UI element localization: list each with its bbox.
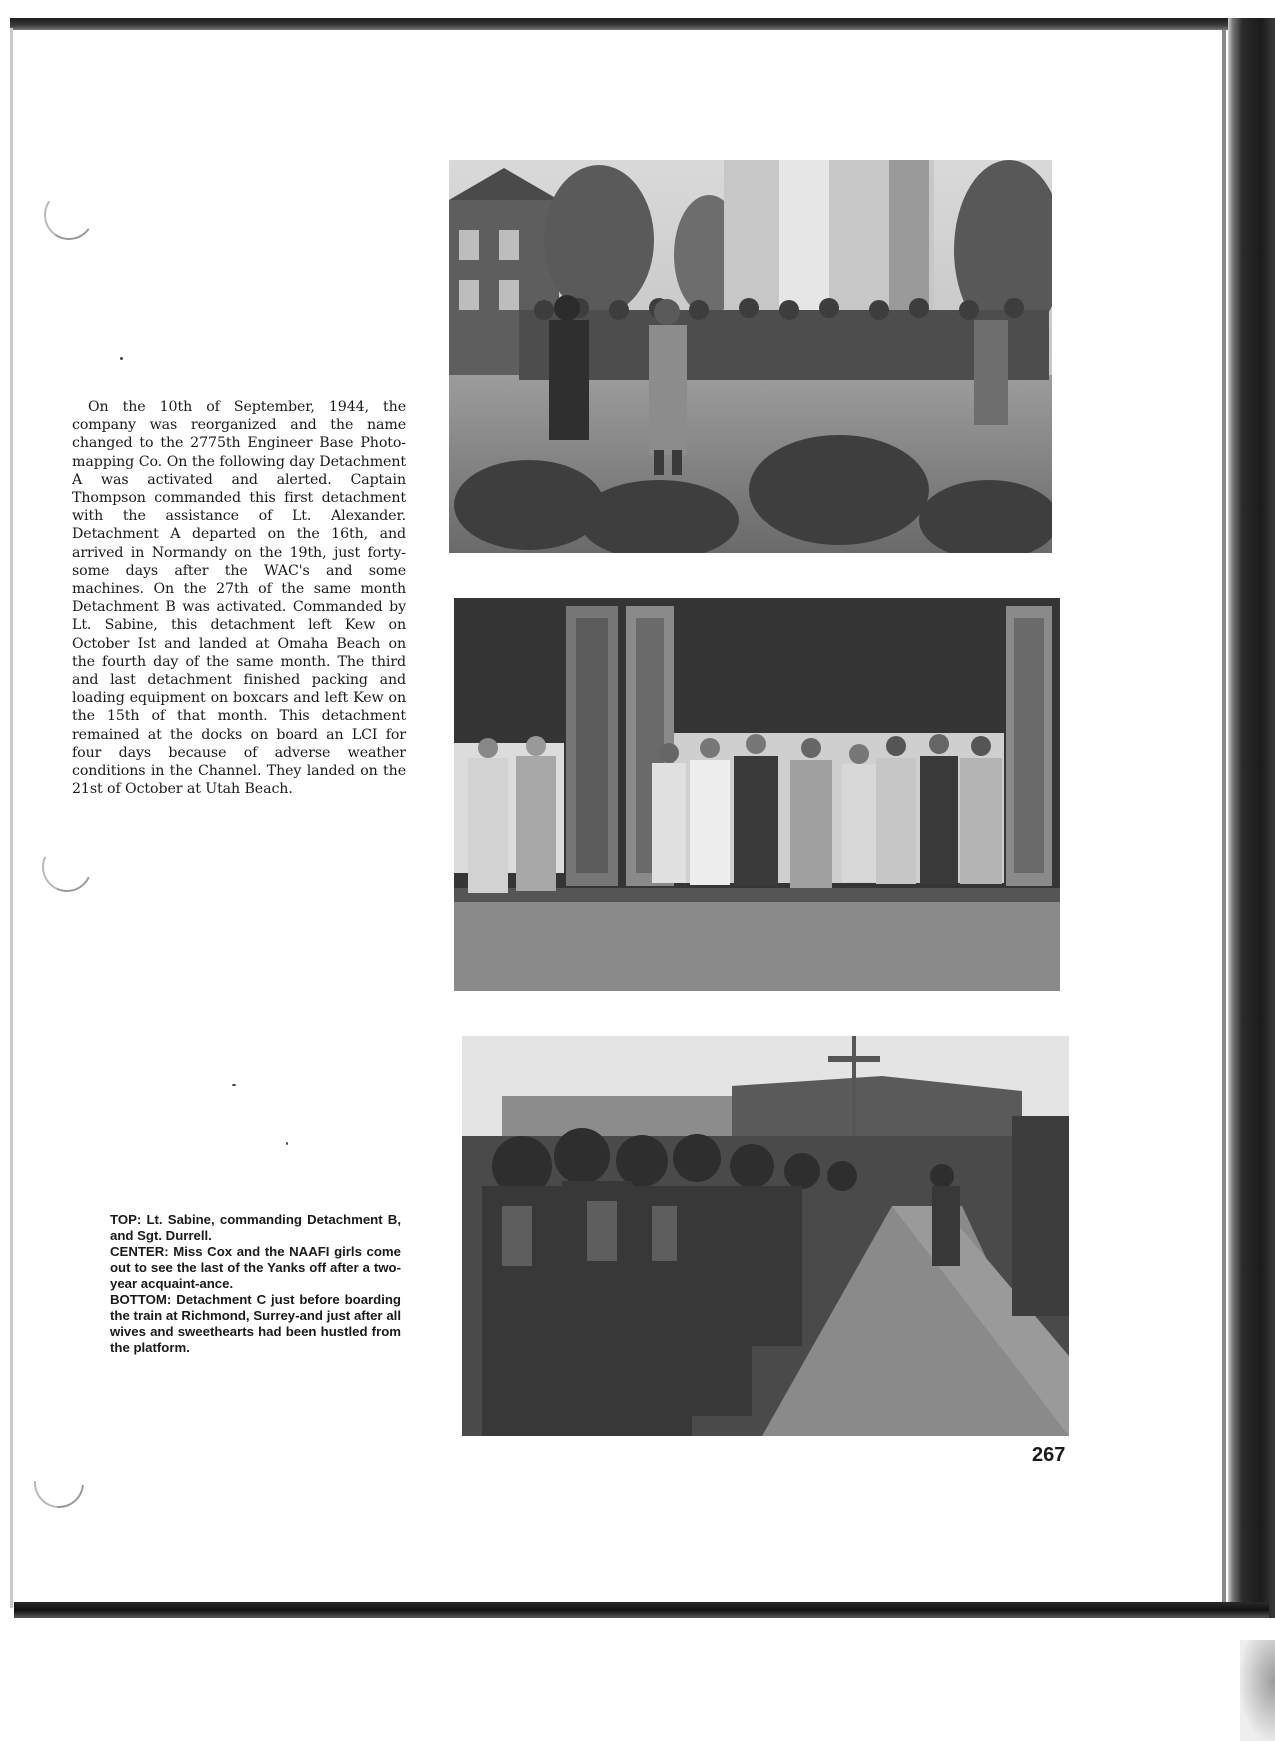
photo-train-platform-image: [462, 1036, 1069, 1436]
body-paragraph: On the 10th of September, 1944, the company was reorganized and the name changed to the 2775th Engineer Base Photo-mapping Co. On the following day Detachment A was activated and alerted. Captain Thompson commanded this first detachment with the assistance of Lt. Alexander. Detachment A departed on the 16th, and arrived in Normandy on the 19th, just forty-some days after the WAC's and some machines. On the 27th of the same month Detachment B was activated. Commanded by Lt. Sabine, this detachment left Kew on October Ist and landed at Omaha Beach on the fourth day of the same month. The third and last detachment finished packing and loading equipment on boxcars and left Kew on the 15th of that month. This detachment remained at the docks on board an LCI for four days because of adverse weather conditions in the Channel. They landed on the 21st of October at Utah Beach.: [72, 399, 406, 798]
photo-soldiers-yard-image: [449, 160, 1052, 553]
punch-hole-middle: [35, 835, 99, 899]
photo-naafi-girls: [454, 598, 1060, 991]
page-binding-line: [1222, 30, 1226, 1602]
page-top-edge: [10, 18, 1240, 30]
photo-train-platform: [462, 1036, 1069, 1436]
caption-bottom: BOTTOM: Detachment C just before boarding the train at Richmond, Surrey-and just after all wives and sweethearts had been hustled from the platform.: [110, 1292, 401, 1355]
caption-top: TOP: Lt. Sabine, commanding Detachment B, and Sgt. Durrell.: [110, 1212, 401, 1243]
page-left-edge: [10, 28, 13, 1608]
page-curl-shadow: [1240, 1640, 1275, 1741]
caption-center: CENTER: Miss Cox and the NAAFI girls come out to see the last of the Yanks off after a two-year acquaint-ance.: [110, 1244, 401, 1291]
dust-speck: [286, 1142, 288, 1145]
dust-speck: [120, 357, 123, 360]
photo-naafi-girls-image: [454, 598, 1060, 991]
dust-speck: [232, 1084, 236, 1086]
punch-hole-bottom: [24, 1448, 94, 1518]
punch-hole-top: [40, 186, 98, 244]
page-binding-edge: [1228, 18, 1275, 1618]
page-number: 267: [1032, 1444, 1066, 1466]
photo-captions: [110, 1212, 401, 1356]
page-bottom-edge: [14, 1602, 1269, 1618]
photo-soldiers-yard: [449, 160, 1052, 553]
